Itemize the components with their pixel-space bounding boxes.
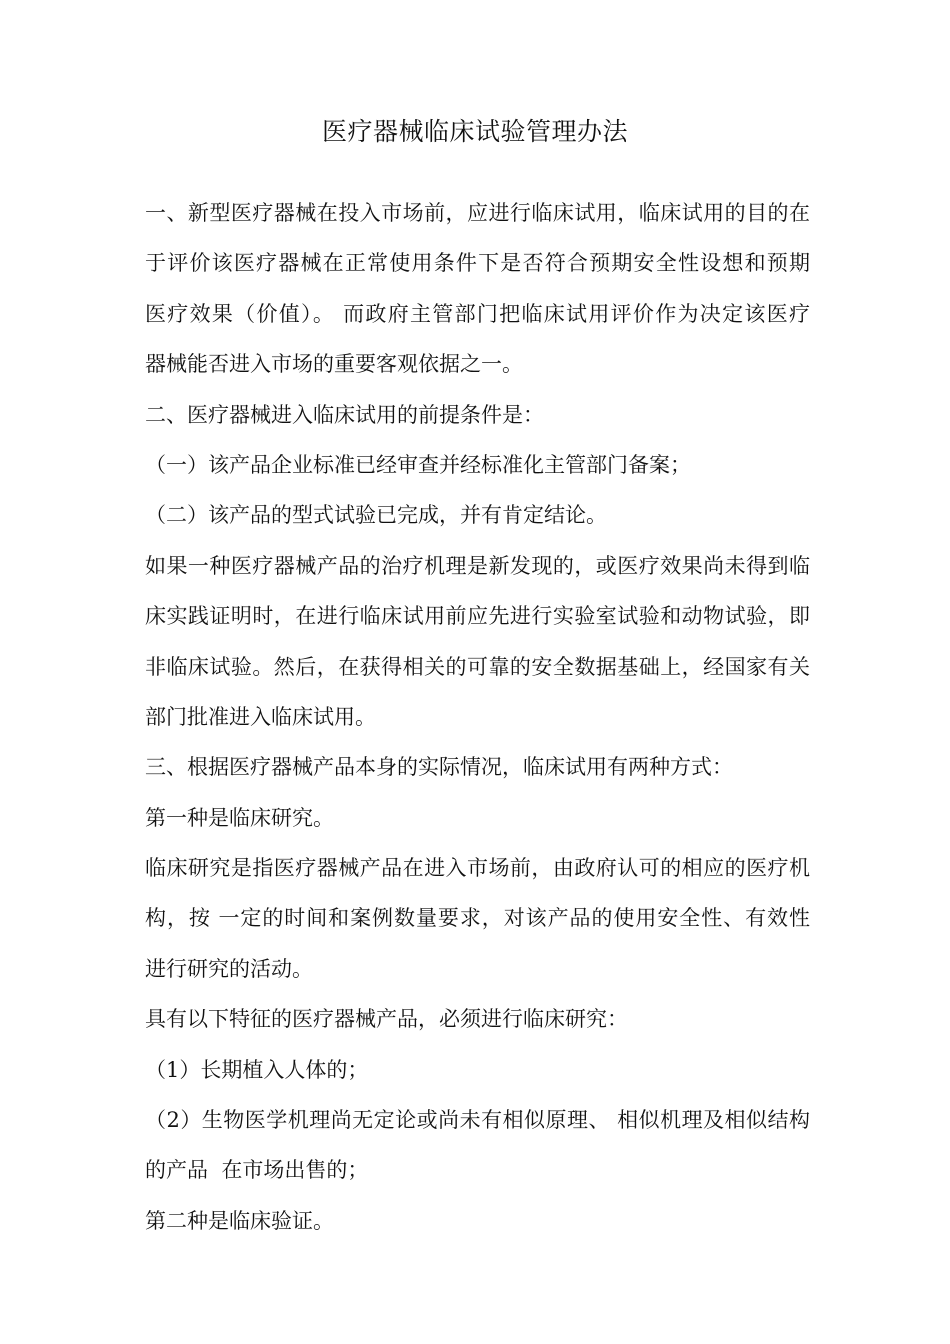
body-line: （二）该产品的型式试验已完成，并有肯定结论。 [145,503,607,528]
body-line: 进行研究的活动。 [145,956,313,981]
body-line: 医疗效果（价值）。 而政府主管部门把临床试用评价作为决定该医疗 [145,301,810,326]
body-line: 器械能否进入市场的重要客观依据之一。 [145,352,523,377]
document-body [145,193,810,1251]
body-line: （2）生物医学机理尚无定论或尚未有相似原理、 相似机理及相似结构 [145,1108,810,1133]
body-line: 于评价该医疗器械在正常使用条件下是否符合预期安全性设想和预期 [145,251,810,276]
body-line: 如果一种医疗器械产品的治疗机理是新发现的，或医疗效果尚未得到临 [145,553,810,578]
body-line: （一）该产品企业标准已经审查并经标准化主管部门备案； [145,452,691,477]
body-line: （1）长期植入人体的； [145,1057,369,1082]
body-line: 非临床试验。然后，在获得相关的可靠的安全数据基础上，经国家有关 [145,654,810,679]
body-line: 第二种是临床验证。 [145,1208,334,1233]
body-line: 三、根据医疗器械产品本身的实际情况，临床试用有两种方式： [145,755,733,780]
body-line: 的产品 在市场出售的； [145,1158,369,1183]
body-line: 构，按 一定的时间和案例数量要求，对该产品的使用安全性、有效性 [145,906,810,931]
document-title: 医疗器械临床试验管理办法 [321,117,628,146]
body-line: 临床研究是指医疗器械产品在进入市场前，由政府认可的相应的医疗机 [145,856,810,881]
body-line: 部门批准进入临床试用。 [145,704,376,729]
body-line: 第一种是临床研究。 [145,805,334,830]
body-line: 床实践证明时，在进行临床试用前应先进行实验室试验和动物试验，即 [145,604,810,629]
body-line: 一、新型医疗器械在投入市场前，应进行临床试用，临床试用的目的在 [145,201,810,225]
body-line: 具有以下特征的医疗器械产品，必须进行临床研究： [145,1007,628,1032]
body-line: 二、医疗器械进入临床试用的前提条件是： [145,402,544,427]
